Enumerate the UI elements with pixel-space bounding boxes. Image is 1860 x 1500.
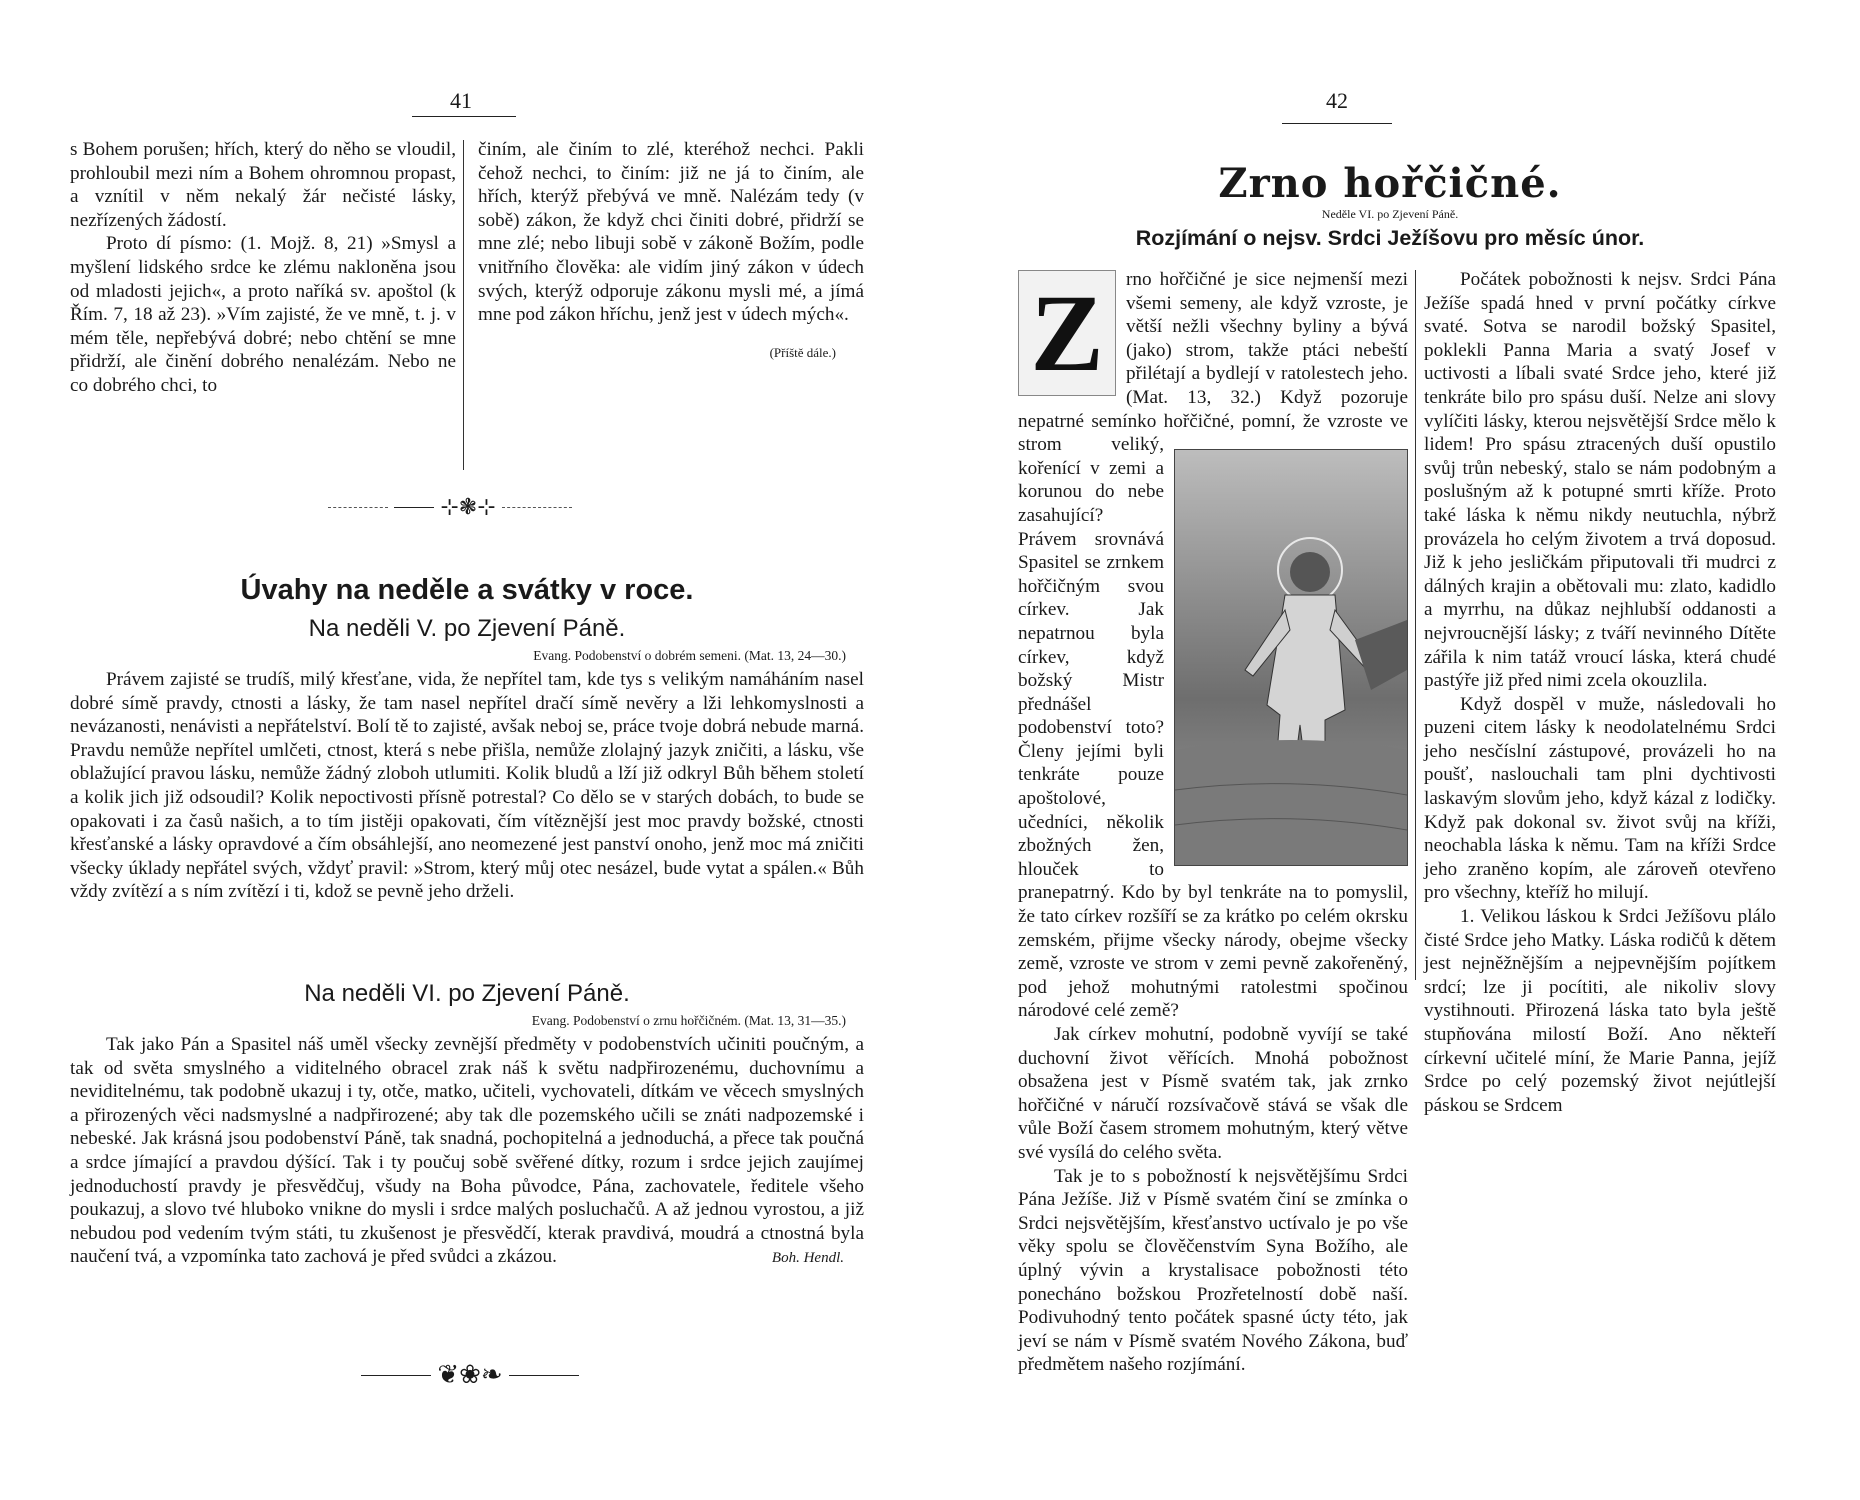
- ornament-end: [340, 1362, 600, 1388]
- ornament-line: [361, 1375, 431, 1376]
- paragraph: Tak je to s pobožností k nejsvětějšímu Srdci Pána Ježíše. Již v Písmě svatém činí se zmínka o Srdci nejsvětějším, křesťanstvo uctívalo je po vše věky spolu se člověčenstvím Syna Božího, ale úplný vývin a krystalisace pobožnosti této ponecháno božskou Prozřetelností době naší. Podivuhodný tento počátek spasné úcty této, jak jeví se nám v Písmě svatém Nového Zákona, buď předmětem našeho rozjímání.: [1018, 1165, 1408, 1376]
- sunday6-text: Tak jako Pán a Spasitel náš uměl všecky zevnější předměty v podobenstvích učiniti poučným, a tak od světa smyslného a viditelného obracel zrak náš k světu nadpřirozenému, duchovnímu a neviditelnému, tak podobně ukazuj i ty, otče, matko, učiteli, vychovateli, dítkám ve věcech smyslných a přirozených věci nadsmyslné a nadpřirozené; aby tak dle pozemského učili se znáti nadpozemské i nebeské. Jak krásná jsou podobenství Páně, tak snadná, pochopitelná a jednoduchá, a přece tak poučná a srdce jímající a pravdou dýšící. Tak i ty poučuj sobě svěřené dítky, rozum i srdce jejich zaujímej jednoduchostí pravdy je přesvědčuj, všudy na Boha původce, Pána, zachovatele, ředitele všeho poukazuj, a slovo tvé hluboko vnikne do mysli i srdce malých posluchačů. A až jednou vyrostou, a již nebudou pod vedením tvým státi, tu zkušenost je přesvědčí, kterak pravdivá, moudrá a ctnostná byla naučení tvá, a vzpomínka tato zachová je před svůdci a zkázou.: [70, 1034, 864, 1268]
- sunday5-gospel-ref: Evang. Podobenství o dobrém semeni. (Mat. 13, 24—30.): [533, 648, 846, 663]
- column-divider: [1415, 270, 1416, 980]
- right-text-column-1: [1018, 268, 1408, 1377]
- page-number-rule: [412, 116, 516, 117]
- sunday6-title: Na neděli VI. po Zjevení Páně.: [304, 980, 630, 1007]
- flourish-icon: ❦❀❧: [437, 1360, 503, 1389]
- left-text-column-1: [70, 138, 456, 398]
- sower-illustration: [1174, 449, 1408, 866]
- section-title: Úvahy na neděle a svátky v roce.: [240, 574, 694, 606]
- sunday5-title: Na neděli V. po Zjevení Páně.: [308, 615, 626, 642]
- ornament-line: [502, 507, 572, 508]
- article-occasion: Neděle VI. po Zjevení Páně.: [1321, 207, 1459, 221]
- paragraph: Počátek pobožnosti k nejsv. Srdci Pána Ježíše spadá hned v první počátky církve svaté. Sotva se narodil božský Spasitel, poklekli Panna Maria a svatý Josef v uctivosti a líbali svaté Srdce jeho, které již tenkráte bilo pro spásu duší. Nelze ani slovy vylíčiti lásky, kterou nejsvětější Srdce mělo k lidem! Pro spásu ztracených duší opustilo svůj trůn nebeský, stalo se nám podobným a poslušným až k potupné smrti kříže. Proto také láska k němu nikdy neutuchla, nýbrž provázela ho celým životem a trvá doposud. Již k jeho jesličkám připutovali tři mudrci z dálných krajin a obětovali mu: zlato, kadidlo a myrrhu, na důkaz nejhlubší oddanosti a nejvroucnější lásky; z tváří nevinného Dítěte zářila k nim tatáž vroucí láska, která chudé pastýře již před nimi zcela okouzlila.: [1424, 269, 1776, 692]
- article-title: Zrno hořčičné.: [1218, 160, 1562, 207]
- right-text-column-2: [1424, 268, 1776, 1117]
- ornament-line: [509, 1375, 579, 1376]
- drop-cap: Z: [1018, 270, 1116, 396]
- ornament-divider: [280, 496, 620, 518]
- paragraph: Jak církev mohutní, podobně vyvíjí se také duchovní život věřících. Mnohá pobožnost obsažena jest v Písmě svatém tak, jak zrnko hořčičné v náručí rozsívačově stává se však dle vůle Boží časem stromem mohutným, který větve své vysílá do celého světa.: [1018, 1024, 1408, 1163]
- sunday6-gospel-ref: Evang. Podobenství o zrnu hořčičném. (Mat. 13, 31—35.): [531, 1013, 846, 1028]
- article-subtitle: Rozjímání o nejsv. Srdci Ježíšovu pro měsíc únor.: [1135, 226, 1645, 250]
- column-divider: [463, 140, 464, 470]
- continued-note: (Příště dále.): [769, 344, 836, 360]
- ornament-line: [394, 507, 434, 508]
- left-text-column-2: [478, 138, 864, 364]
- sunday6-block: [70, 1033, 864, 1271]
- flourish-icon: ⊹❃⊹: [440, 494, 496, 519]
- paragraph: činím, ale činím to zlé, kteréhož nechci. Pakli čehož nechci, to činím: již ne já to činím, ale hřích, kterýž přebývá ve mně. Nalézám tedy (v sobě) zákon, že když chci činiti dobré, přidrží se mne zlé; nebo libuji sobě v zákoně Božím, podle vnitřního člověka: ale vidím jiný zákon v údech svých, kterýž odporuje zákonu mysli mé, a jímá mne pod zákon hříchu, jenž jest v údech mých«.: [478, 139, 864, 326]
- author-signature: Boh. Hendl.: [771, 1249, 844, 1266]
- ornament-line: [328, 507, 388, 508]
- paragraph: 1. Velikou láskou k Srdci Ježíšovu plálo čisté Srdce jeho Matky. Láska rodičů k dětem jest nejněžnějším a nejpevnějším pojítkem srdcí; lze ji pocítiti, ale nikoliv slovy vystihnouti. Přirozená láska tato byla ještě stupňována milostí Boží. Ano někteří církevní učitelé míní, že Marie Panna, jejíž Srdce po celý pozemský život nejútlejší páskou se Srdcem: [1424, 906, 1776, 1116]
- right-page: [930, 0, 1860, 1500]
- page-number: 41: [450, 88, 472, 113]
- sunday5-text: Právem zajisté se trudíš, milý křesťane, vida, že nepřítel tam, kde tys s velikým namáháním nasel dobré símě pravdy, ctnosti a lásky, že tam nasel nepřítel dračí símě nevěry a lži lehkomyslnosti a nevázanosti, nenávisti a nepřátelství. Bolí tě to zajisté, avšak neboj se, práce tvoje dobrá nebude marná. Pravdu nemůže nepřítel umlčeti, ctnost, která s nebe přišla, nemůže zlolajný jazyk zničiti, a lásku, vše oblažující pravou lásku, nemůže žádný zloboh utlumiti. Kolik bludů a lží již odkryl Bůh během století a kolik jich již odsoudil? Kolik nepoctivosti přísně potrestal? Co dělo se v starých dobách, to bude se opakovati i za časů našich, a to tím jistěji opakovati, čím vítěznější jest moc pravdy božské, ctnosti křesťanské a lásky opravdové a čím obsáhlejší, ano neomezené jest panství onoho, jenž moc má zničiti všecky úklady nepřátel svých, vždyť pravil: »Strom, který můj otec nesázel, bude vytat a spálen.« Bůh vždy zvítězí a s ním zvítězí i ti, kdož se pevně jeho drželi.: [70, 669, 864, 903]
- page-number: 42: [1326, 88, 1348, 113]
- paragraph: rno hořčičné je sice nejmenší mezi všemi semeny, ale když vzroste, je větší nežli všechny byliny a bývá (jako) strom, takže ptáci nebeští přilétají a bydlejí v ratolestech jeho. (Mat. 13, 32.) Když pozoruje nepatrné semínko hořčičné, pomní, že vzroste ve strom veliký, kořenící v zemi a korunou do nebe zasahující? Právem srovnává Spasitel se zrnkem hořčičným svou církev. Jak nepatrnou byla církev, když božský Mistr přednášel podobenství toto? Členy jejími byli tenkráte pouze apoštolové, učedníci, několik zbožných žen, hlouček to pranepatrný. Kdo by byl tenkráte na to pomyslil, že tato církev rozšíří se za krátko po celém okrsku zemském, přijme všecky národy, obejme všecky země, vzroste ve strom v zemi pevně zakořeněný, pod jehož mohutnými ratolestmi spočinou národové celé země?: [1018, 269, 1408, 1022]
- paragraph: s Bohem porušen; hřích, který do něho se vloudil, prohloubil mezi ním a Bohem ohromnou propast, a vznítil v něm nekalý žár nečisté lásky, nezřízených žádostí.: [70, 139, 456, 231]
- paragraph: Proto dí písmo: (1. Mojž. 8, 21) »Smysl a myšlení lidského srdce ke zlému nakloněna jsou od mladosti jejich«, a proto naříká sv. apoštol (k Řím. 7, 18 až 23). »Vím zajisté, že ve mně, t. j. v mém těle, nepřebývá dobré; nebo chtění se mne přidrží, ale činění dobrého nenalézám. Nebo ne co dobrého chci, to: [70, 233, 456, 396]
- paragraph: Když dospěl v muže, následovali ho puzeni citem lásky k neodolatelnému Srdci jeho nesčíslní zástupové, provázeli ho na poušť, naslouchali tam plni dychtivosti laskavým slovům jeho, když kázal z lodičky. Když pak dokonal sv. život svůj na kříži, neochabla láska k němu. Tam na kříži Srdce jeho zraněno kopím, ale zároveň otevřeno pro všechny, kteříž ho milují.: [1424, 693, 1776, 904]
- page-number-rule: [1282, 123, 1392, 124]
